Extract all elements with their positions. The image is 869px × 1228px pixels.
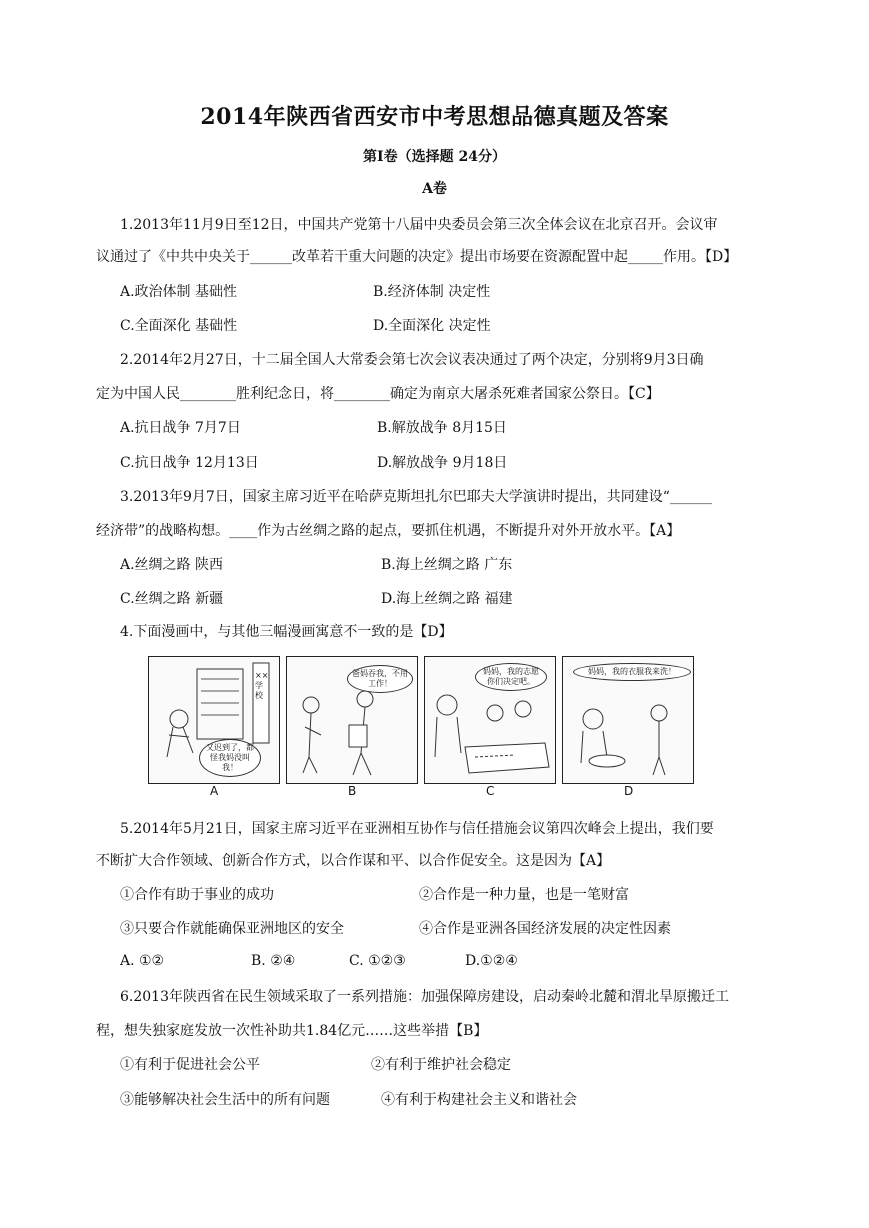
q2-stem-line2: 定为中国人民________胜利纪念日，将________确定为南京大屠杀死难者国家公祭日。【C】 [96,386,660,402]
q1-options-row1 [120,281,780,301]
q5-item-4: ④合作是亚洲各国经济发展的决定性因素 [419,921,671,937]
q5-option-b: B. ②④ [251,953,296,969]
q3-stem-line1: 3.2013年9月7日，国家主席习近平在哈萨克斯坦扎尔巴耶夫大学演讲时提出，共同建设“______ [120,489,712,505]
q3-option-b: B.海上丝绸之路 广东 [381,557,513,573]
q2-option-a: A.抗日战争 7月7日 [120,420,241,436]
q1-option-b: B.经济体制 决定性 [373,284,491,300]
panel-label-d: D [624,784,634,798]
cartoon-strip [148,656,696,796]
q5-items-row2 [120,918,780,938]
q3-option-a: A.丝绸之路 陕西 [120,557,224,573]
q5-item-2: ②合作是一种力量，也是一笔财富 [419,887,629,903]
cartoon-panel-c [424,656,556,784]
q1-stem-line2: 议通过了《中共中央关于______改革若干重大问题的决定》提出市场要在资源配置中起_____作用。【D】 [96,249,738,265]
q2-options-row2 [120,452,780,472]
cartoon-panel-a [148,656,280,784]
q6-item-3: ③能够解决社会生活中的所有问题 [120,1092,330,1108]
q5-stem-line1: 5.2014年5月21日，国家主席习近平在亚洲相互协作与信任措施会议第四次峰会上提出，我们要 [120,821,714,837]
q5-options [120,953,780,973]
cartoon-panel-d [562,656,694,784]
school-sign: ××学校 [255,671,269,700]
q3-options-row2 [120,588,780,608]
q2-option-c: C.抗日战争 12月13日 [120,455,259,471]
q5-option-c: C. ①②③ [349,953,406,969]
q3-option-d: D.海上丝绸之路 福建 [381,591,513,607]
q2-option-b: B.解放战争 8月15日 [377,420,507,436]
q1-options-row2 [120,315,780,335]
panel-label-b: B [348,784,357,798]
q1-option-d: D.全面深化 决定性 [373,318,491,334]
speech-bubble-a: 又迟到了，都怪我妈没叫我！ [199,739,261,777]
page-title: 2014年陕西省西安市中考思想品德真题及答案 [200,104,669,130]
q2-stem-line1: 2.2014年2月27日，十二届全国人大常委会第七次会议表决通过了两个决定，分别将9月3日确 [120,352,704,368]
speech-bubble-b: 爸妈吞我，不用工作！ [347,665,413,693]
panel-label-c: C [486,784,495,798]
q6-item-4: ④有利于构建社会主义和谐社会 [381,1092,577,1108]
q5-stem-line2: 不断扩大合作领域、创新合作方式，以合作谋和平、以合作促安全。这是因为【A】 [96,853,611,869]
speech-bubble-d: 妈妈，我的衣服我来洗！ [573,663,691,681]
q5-items-row1 [120,884,780,904]
q6-items-row2 [120,1089,780,1109]
q6-stem-line1: 6.2013年陕西省在民生领域采取了一系列措施：加强保障房建设，启动秦岭北麓和渭北旱原搬迁工 [120,989,729,1005]
speech-bubble-c: 妈妈，我的志愿你们决定吧。 [475,663,547,691]
q5-option-d: D.①②④ [465,953,518,969]
q2-option-d: D.解放战争 9月18日 [377,455,508,471]
q4-stem: 4.下面漫画中，与其他三幅漫画寓意不一致的是【D】 [120,624,453,640]
q3-options-row1 [120,554,780,574]
q1-option-a: A.政治体制 基础性 [120,284,238,300]
q2-options-row1 [120,417,780,437]
q6-stem-line2: 程，想失独家庭发放一次性补助共1.84亿元……这些举措【B】 [96,1023,488,1039]
paper-subtitle: 第Ⅰ卷（选择题 24分） [363,149,506,165]
q3-option-c: C.丝绸之路 新疆 [120,591,224,607]
cartoon-panel-b [286,656,418,784]
q5-item-3: ③只要合作就能确保亚洲地区的安全 [120,921,344,937]
q1-option-c: C.全面深化 基础性 [120,318,238,334]
panel-label-a: A [210,784,219,798]
q6-item-2: ②有利于维护社会稳定 [371,1057,511,1073]
q6-item-1: ①有利于促进社会公平 [120,1057,260,1073]
q5-option-a: A. ①② [120,953,165,969]
section-heading: A卷 [422,181,447,197]
q3-stem-line2: 经济带”的战略构想。____作为古丝绸之路的起点，要抓住机遇，不断提升对外开放水平。【A】 [96,523,681,539]
q5-item-1: ①合作有助于事业的成功 [120,887,274,903]
q6-items-row1 [120,1054,780,1074]
q1-stem-line1: 1.2013年11月9日至12日，中国共产党第十八届中央委员会第三次全体会议在北京召开。会议审 [120,217,718,233]
